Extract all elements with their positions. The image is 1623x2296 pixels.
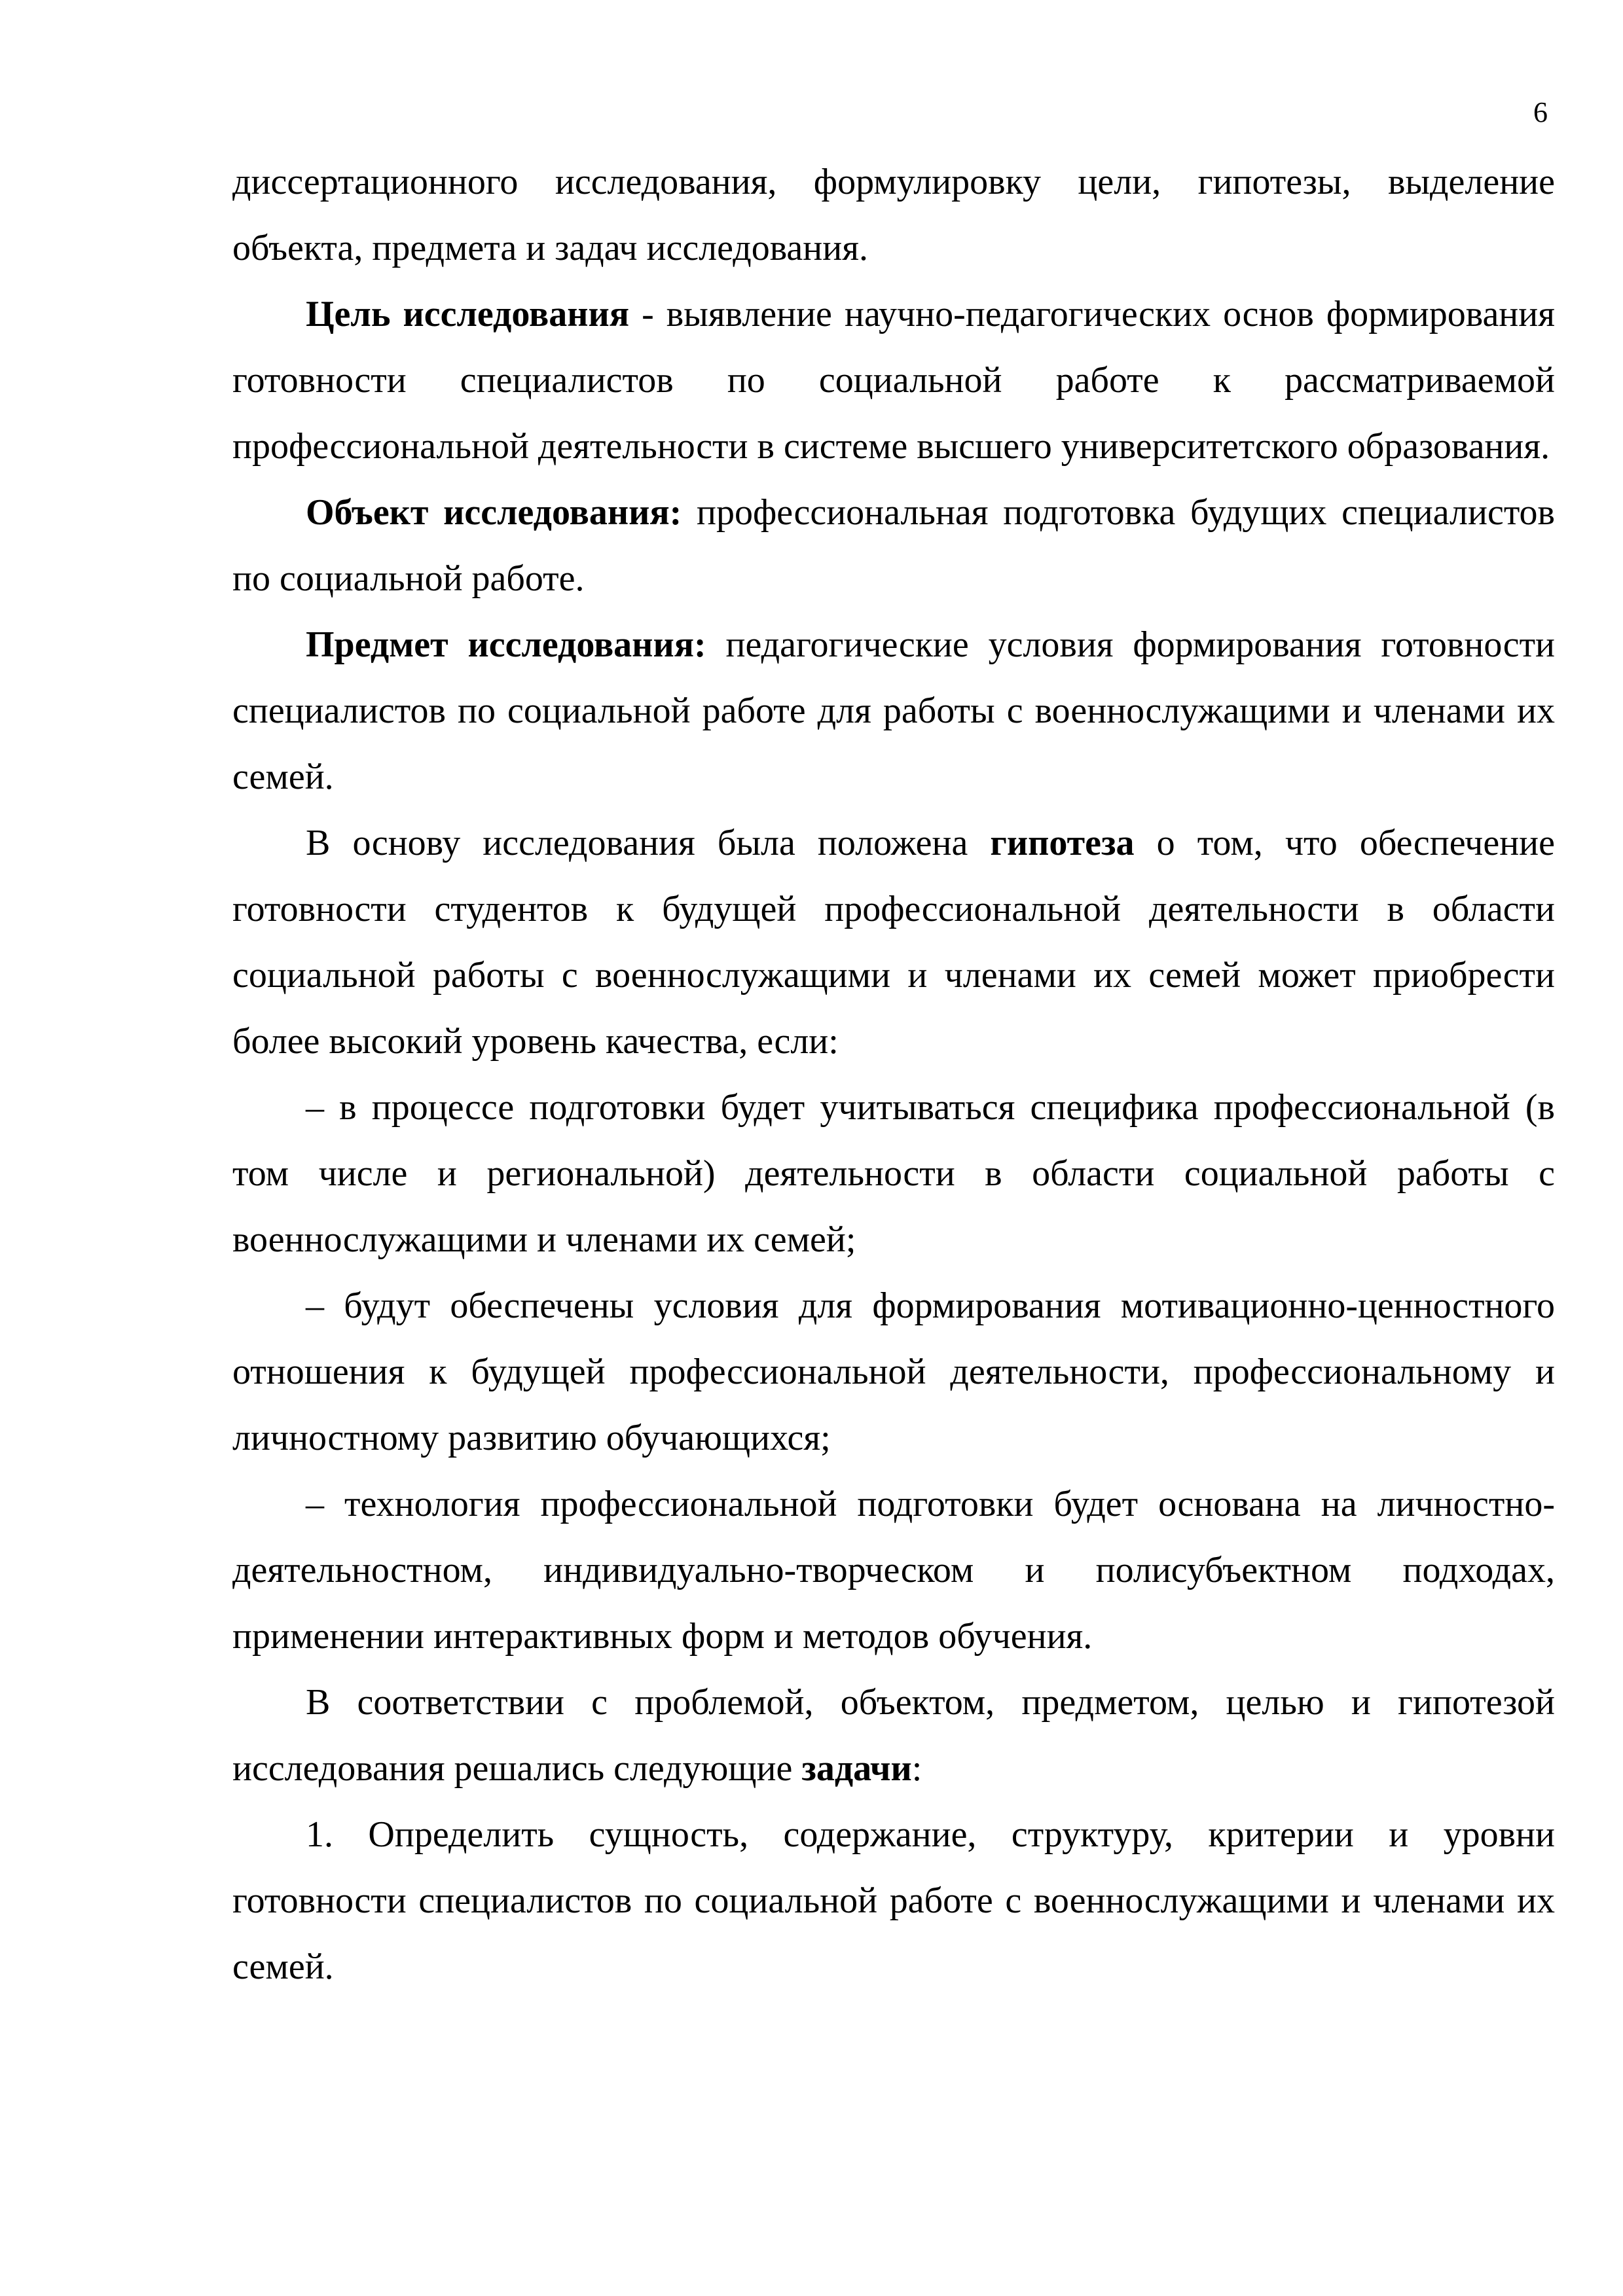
list-item-text: 1. Определить сущность, содержание, структуру, критерии и уровни готовности специалистов по социальной работе с военнослужащими и членами их семей. (232, 1814, 1555, 1987)
research-subject-heading: Предмет исследования: (306, 624, 706, 665)
hypothesis-keyword: гипотеза (990, 823, 1135, 863)
hypothesis-item-2 (232, 1273, 1555, 1471)
tasks-colon: : (911, 1748, 922, 1789)
paragraph-intro-continuation (232, 149, 1555, 281)
list-item-text: – будут обеспечены условия для формирования мотивационно-ценностного отношения к будущей профессиональной деятельности, профессиональному и личностному развитию обучающихся; (232, 1285, 1555, 1458)
paragraph-research-subject (232, 612, 1555, 810)
research-object-text: профессиональная подготовка будущих специалистов по социальной работе. (232, 492, 1555, 599)
hypothesis-item-1 (232, 1075, 1555, 1273)
research-goal-heading: Цель исследования (306, 294, 630, 334)
paragraph-text: диссертационного исследования, формулировку цели, гипотезы, выделение объекта, предмета и задач исследования. (232, 162, 1555, 268)
paragraph-research-object (232, 480, 1555, 612)
hypothesis-lead: В основу исследования была положена (306, 823, 991, 863)
hypothesis-item-3 (232, 1471, 1555, 1670)
task-item-1 (232, 1802, 1555, 2000)
paragraph-hypothesis (232, 810, 1555, 1075)
tasks-lead: В соответствии с проблемой, объектом, предметом, целью и гипотезой исследования решались следующие (232, 1682, 1555, 1789)
research-object-heading: Объект исследования: (306, 492, 682, 533)
research-subject-text: педагогические условия формирования готовности специалистов по социальной работе для работы с военнослужащими и членами их семей. (232, 624, 1556, 797)
hypothesis-text: о том, что обеспечение готовности студентов к будущей профессиональной деятельности в области социальной работы с военнослужащими и членами их семей может приобрести более высокий уровень качества, если: (232, 823, 1555, 1062)
page-number: 6 (1533, 96, 1548, 128)
research-goal-text: - выявление научно-педагогических основ формирования готовности специалистов по социальной работе к рассматриваемой профессиональной деятельности в системе высшего университетского образования. (232, 294, 1555, 467)
list-item-text: – технология профессиональной подготовки будет основана на личностно-деятельностном, индивидуально-творческом и полисубъектном подходах, применении интерактивных форм и методов обучения. (232, 1484, 1555, 1657)
paragraph-research-goal (232, 281, 1555, 480)
tasks-keyword: задачи (801, 1748, 912, 1789)
paragraph-tasks-intro (232, 1670, 1555, 1802)
list-item-text: – в процессе подготовки будет учитываться специфика профессиональной (в том числе и региональной) деятельности в области социальной работы с военнослужащими и членами их семей; (232, 1087, 1555, 1260)
document-body (232, 149, 1555, 2000)
